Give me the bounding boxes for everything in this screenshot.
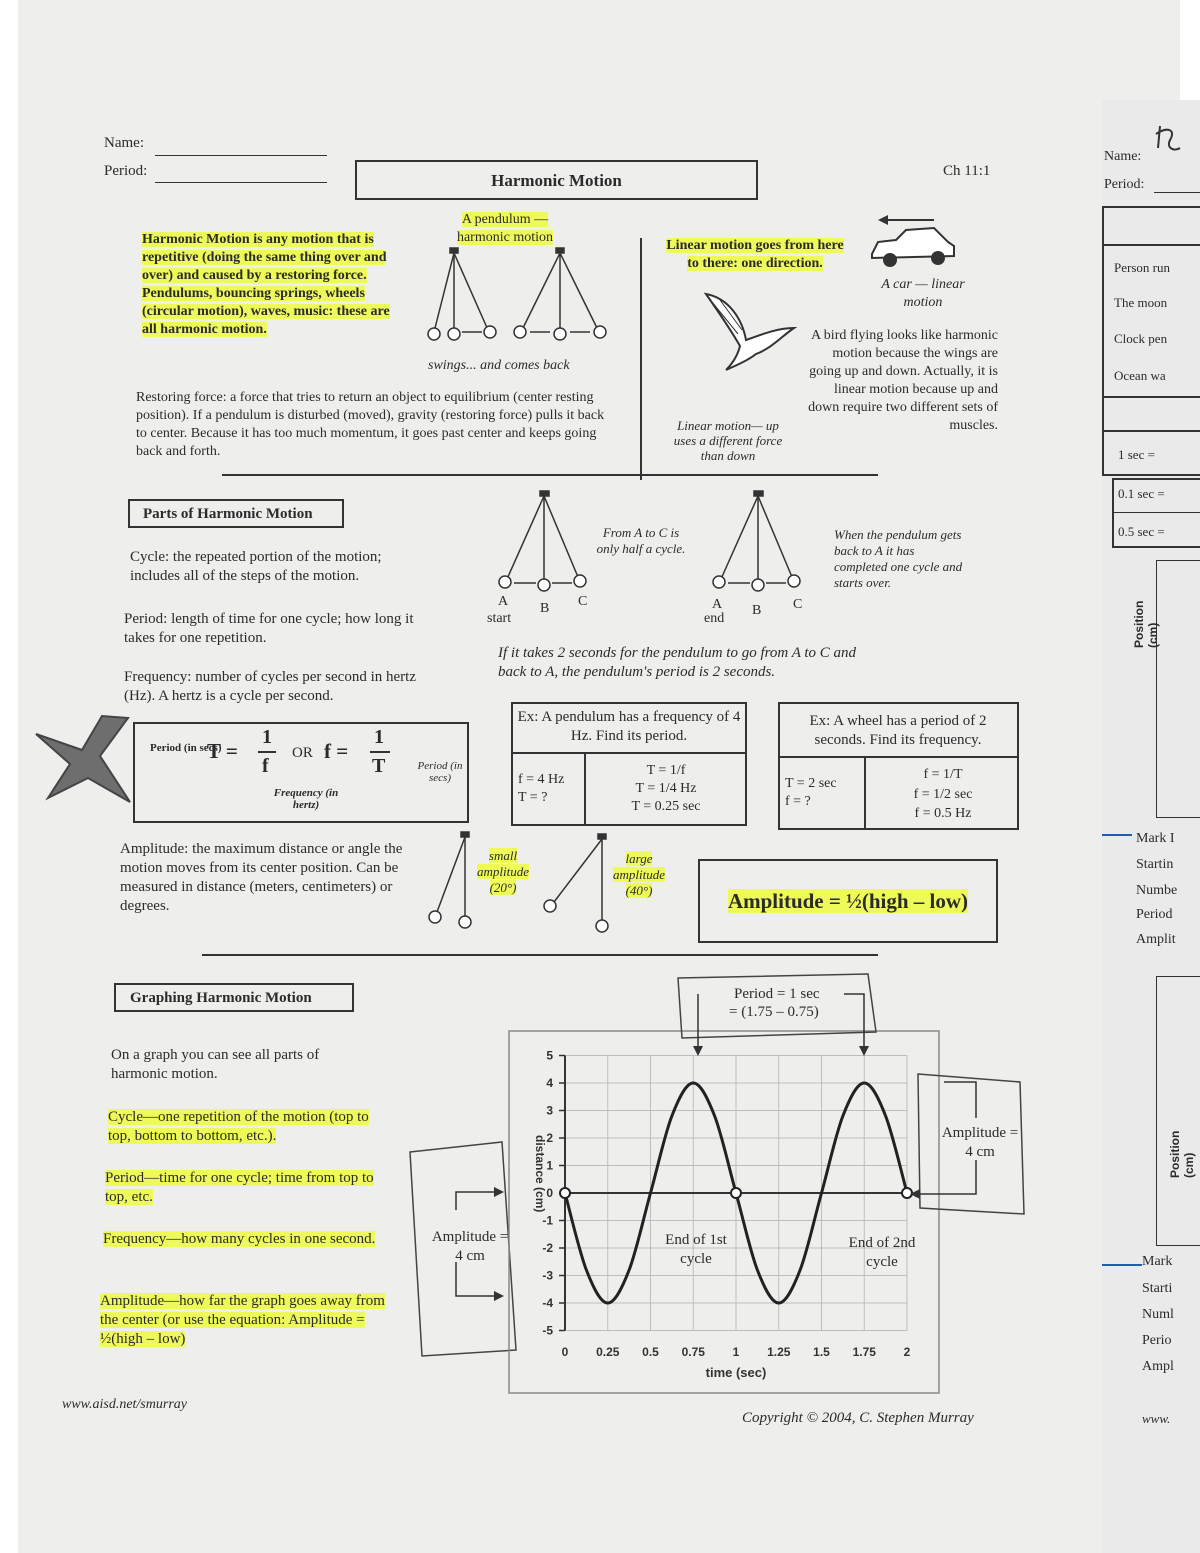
period-example-text: If it takes 2 seconds for the pendulum to go from A to C and back to A, the pendulum's period is 2 seconds.	[498, 645, 857, 680]
page-title-text: Harmonic Motion	[491, 171, 622, 190]
graphing-cycle	[108, 1108, 388, 1146]
graphing-heading	[114, 983, 354, 1012]
next-mark-1-2: Numbe	[1136, 883, 1178, 898]
example-2-step-1: f = 1/T	[923, 767, 963, 782]
example-1-given-t: T = ?	[518, 790, 548, 805]
next-conversion-line	[1112, 512, 1200, 513]
y-tick-label: 0	[546, 1186, 553, 1200]
pendulum2-label-a: A	[712, 597, 723, 612]
large-amplitude-text: large amplitude (40°)	[613, 851, 665, 898]
section-divider-2	[202, 954, 878, 956]
formula-or: OR	[292, 745, 313, 761]
example-1-step-2: T = 1/4 Hz	[635, 781, 697, 796]
next-mark-1-4: Amplit	[1136, 932, 1176, 947]
next-period-line	[1154, 192, 1200, 193]
pendulum2-label-b: B	[752, 603, 762, 618]
formula-numerator-1: 1	[262, 726, 272, 748]
example-2-given-t: T = 2 sec	[785, 776, 837, 791]
example-2-answer: f = 0.5 Hz	[914, 806, 972, 821]
next-blue-mark-2	[1102, 1264, 1142, 1266]
next-row-3: Clock pen	[1114, 331, 1168, 346]
y-tick-label: -2	[542, 1241, 553, 1255]
x-tick-label: 1	[732, 1345, 740, 1359]
next-name-label: Name:	[1104, 149, 1142, 164]
next-mark-1-0: Mark I	[1136, 831, 1175, 846]
example-1-answer: T = 0.25 sec	[631, 799, 701, 814]
example-2-question: Ex: A wheel has a period of 2 seconds. Find its frequency.	[809, 713, 987, 748]
next-mark-1-3: Period	[1136, 907, 1173, 922]
end-first-cycle-label: End of 1st cycle	[665, 1232, 727, 1267]
y-tick-label: 3	[546, 1103, 553, 1118]
full-cycle-note: When the pendulum gets back to A it has completed one cycle and starts over.	[834, 527, 963, 590]
example-2-given-f: f = ?	[785, 794, 811, 809]
y-tick-label: 1	[546, 1158, 553, 1173]
star-doodle-icon	[30, 712, 140, 812]
next-row-2: The moon	[1114, 295, 1168, 310]
linear-definition	[660, 237, 850, 273]
next-table-row-line-2	[1102, 396, 1200, 398]
swings-caption: swings... and comes back	[428, 358, 570, 373]
pendulum1-label-c: C	[578, 594, 588, 609]
bird-caption: Linear motion— up uses a different force than down	[673, 418, 783, 463]
formula-f-equals: f =	[324, 739, 349, 763]
next-table-row-line-3	[1102, 430, 1200, 432]
next-period-label: Period:	[1104, 177, 1145, 192]
handwritten-initial-icon	[1150, 118, 1184, 158]
next-mark-2-1: Starti	[1142, 1281, 1173, 1296]
next-mark-2-0: Mark	[1142, 1254, 1173, 1269]
amplitude-formula-text: Amplitude = ½(high – low)	[727, 889, 969, 913]
y-tick-label: -3	[542, 1268, 553, 1283]
name-label: Name:	[104, 135, 144, 151]
pendulum2-label-c: C	[793, 597, 803, 612]
cycle-marker-point	[560, 1188, 570, 1198]
next-mark-2-3: Perio	[1142, 1333, 1172, 1348]
fraction-bar-1	[258, 751, 276, 753]
graphing-intro: On a graph you can see all parts of harmonic motion.	[111, 1047, 320, 1082]
next-page-edge	[1102, 100, 1200, 1553]
amplitude-formula-box	[698, 859, 998, 943]
graphing-frequency-text: Frequency—how many cycles in one second.	[103, 1231, 376, 1247]
x-tick-label: 0.25	[596, 1345, 620, 1359]
cycle-marker-point	[731, 1188, 741, 1198]
next-axis-label-2: Position (cm)	[1168, 1130, 1196, 1178]
pendulum-caption	[445, 211, 565, 247]
graphing-period	[105, 1169, 395, 1207]
left-amplitude-label: Amplitude = 4 cm	[431, 1229, 509, 1264]
right-amplitude-label: Amplitude = 4 cm	[941, 1125, 1019, 1160]
next-graph-2	[1156, 976, 1200, 1246]
formula-t-denominator: T	[372, 755, 386, 777]
graphing-heading-text: Graphing Harmonic Motion	[130, 990, 312, 1006]
next-conversion-1: 1 sec =	[1118, 447, 1155, 462]
graphing-period-text: Period—time for one cycle; time from top to top, etc.	[105, 1170, 374, 1205]
example-2-divider	[778, 756, 1019, 758]
chapter-label: Ch 11:1	[943, 163, 991, 179]
example-2-col-divider	[864, 756, 866, 830]
formula-period-label: Period (in secs)	[150, 742, 222, 754]
pivot-icon	[450, 248, 458, 253]
next-table-row-line	[1102, 244, 1200, 246]
chart-frame	[509, 1031, 939, 1393]
example-1-col-divider	[584, 752, 586, 826]
x-tick-label: 2	[903, 1345, 911, 1359]
next-row-4: Ocean wa	[1114, 368, 1166, 383]
y-tick-label: 4	[546, 1076, 553, 1090]
parts-heading	[128, 499, 344, 528]
next-graph-1	[1156, 560, 1200, 818]
amplitude-definition: Amplitude: the maximum distance or angle the motion moves from its center position. Can be measured in distance (meters, centimeters) or degrees.	[120, 841, 403, 914]
example-1-question: Ex: A pendulum has a frequency of 4 Hz. Find its period.	[517, 709, 741, 744]
bird-explanation: A bird flying looks like harmonic motion because the wings are going up and down. Actually, it is linear motion because up and down require two different sets of muscles.	[808, 328, 998, 433]
next-mark-1-1: Startin	[1136, 857, 1174, 872]
section-divider-vertical	[640, 238, 642, 480]
graphing-amplitude	[100, 1292, 390, 1349]
next-footer: www.	[1142, 1411, 1171, 1426]
large-amplitude-label	[604, 851, 674, 899]
pendulum1-label-a: A	[498, 594, 509, 609]
end-second-cycle-label: End of 2nd cycle	[848, 1235, 916, 1270]
pendulum-half-cycle-diagram	[492, 489, 602, 597]
pendulum-full-cycle-diagram	[706, 489, 816, 597]
small-amplitude-label	[466, 848, 540, 896]
restoring-force-text: Restoring force: a force that tries to return an object to equilibrium (center resting position). If a pendulum is disturbed (moved), gravity (restoring force) pulls it back to center. Because it has too much momentum, it goes past center and keeps going back and forth.	[136, 390, 605, 459]
car-caption: A car — linear motion	[881, 277, 965, 310]
example-2-step-2: f = 1/2 sec	[913, 787, 973, 802]
x-tick-label: 0.5	[642, 1345, 659, 1359]
period-definition: Period: length of time for one cycle; how long it takes for one repetition.	[124, 611, 414, 646]
x-tick-label: 1.5	[813, 1345, 830, 1359]
half-cycle-note: From A to C is only half a cycle.	[596, 525, 686, 556]
period-label: Period:	[104, 163, 148, 179]
name-line[interactable]	[155, 155, 327, 156]
formula-f-denominator: f	[262, 755, 269, 777]
chart-x-axis-label: time (sec)	[705, 1365, 767, 1380]
next-mark-2-4: Ampl	[1142, 1359, 1174, 1374]
frequency-definition: Frequency: number of cycles per second in hertz (Hz). A hertz is a cycle per second.	[124, 669, 416, 704]
graphing-frequency	[103, 1230, 393, 1249]
x-tick-label: 1.75	[852, 1345, 876, 1359]
formula-numerator-2: 1	[374, 726, 384, 748]
footer-website[interactable]: www.aisd.net/smurray	[62, 1397, 187, 1412]
next-conversion-2: 0.1 sec =	[1118, 486, 1165, 501]
parts-heading-text: Parts of Harmonic Motion	[143, 506, 313, 522]
swinging-pendulums-diagram	[410, 246, 650, 346]
pendulum2-end-label: end	[704, 611, 725, 626]
pendulum1-start-label: start	[487, 611, 512, 626]
y-tick-label: -5	[542, 1323, 553, 1338]
harmonic-definition	[142, 231, 404, 339]
y-tick-label: -4	[542, 1296, 553, 1310]
bird-icon	[698, 288, 798, 372]
x-tick-label: 0	[561, 1345, 569, 1359]
example-1-given-f: f = 4 Hz	[518, 772, 565, 787]
x-tick-label: 0.75	[681, 1345, 705, 1359]
graphing-amplitude-text: Amplitude—how far the graph goes away from the center (or use the equation: Amplitude = ½(high – low)	[100, 1293, 385, 1347]
formula-t-equals: T =	[207, 739, 238, 763]
y-tick-label: 2	[546, 1131, 553, 1145]
harmonic-definition-text: Harmonic Motion is any motion that is repetitive (doing the same thing over and over) and caused by a restoring force. Pendulums, bouncing springs, wheels (circular motion), waves, music: these are all harmonic motion.	[142, 232, 390, 337]
small-amplitude-text: small amplitude (20°)	[477, 848, 529, 895]
linear-definition-text: Linear motion goes from here to there: one direction.	[666, 238, 844, 271]
fraction-bar-2	[370, 751, 390, 753]
next-blue-mark-1	[1102, 834, 1132, 836]
footer-copyright: Copyright © 2004, C. Stephen Murray	[742, 1410, 974, 1426]
formula-period-label-right: Period (in secs)	[417, 760, 463, 784]
pendulum-caption-text: A pendulum — harmonic motion	[456, 212, 554, 245]
period-line[interactable]	[155, 182, 327, 183]
cycle-definition: Cycle: the repeated portion of the motion; includes all of the steps of the motion.	[130, 549, 382, 584]
next-row-1: Person run	[1114, 260, 1170, 275]
position-time-chart	[508, 1030, 940, 1394]
formula-frequency-label: Frequency (in hertz)	[273, 787, 339, 811]
section-divider-1	[222, 474, 878, 476]
chart-y-axis-label: distance (cm)	[533, 1135, 547, 1213]
period-note-line-2: = (1.75 – 0.75)	[729, 1004, 819, 1020]
example-1-step-1: T = 1/f	[646, 763, 686, 778]
period-note-line-1: Period = 1 sec	[734, 986, 820, 1002]
pendulum1-label-b: B	[540, 601, 550, 616]
y-tick-label: -1	[542, 1213, 553, 1228]
graphing-cycle-text: Cycle—one repetition of the motion (top to top, bottom to bottom, etc.).	[108, 1109, 369, 1144]
next-axis-label-1: Position (cm)	[1132, 600, 1160, 648]
car-icon	[862, 212, 962, 274]
x-tick-label: 1.25	[767, 1345, 791, 1359]
next-conversion-3: 0.5 sec =	[1118, 524, 1165, 539]
next-mark-2-2: Numl	[1142, 1307, 1174, 1322]
page-title	[355, 160, 758, 200]
y-tick-label: 5	[546, 1048, 553, 1063]
example-1-divider	[511, 752, 747, 754]
